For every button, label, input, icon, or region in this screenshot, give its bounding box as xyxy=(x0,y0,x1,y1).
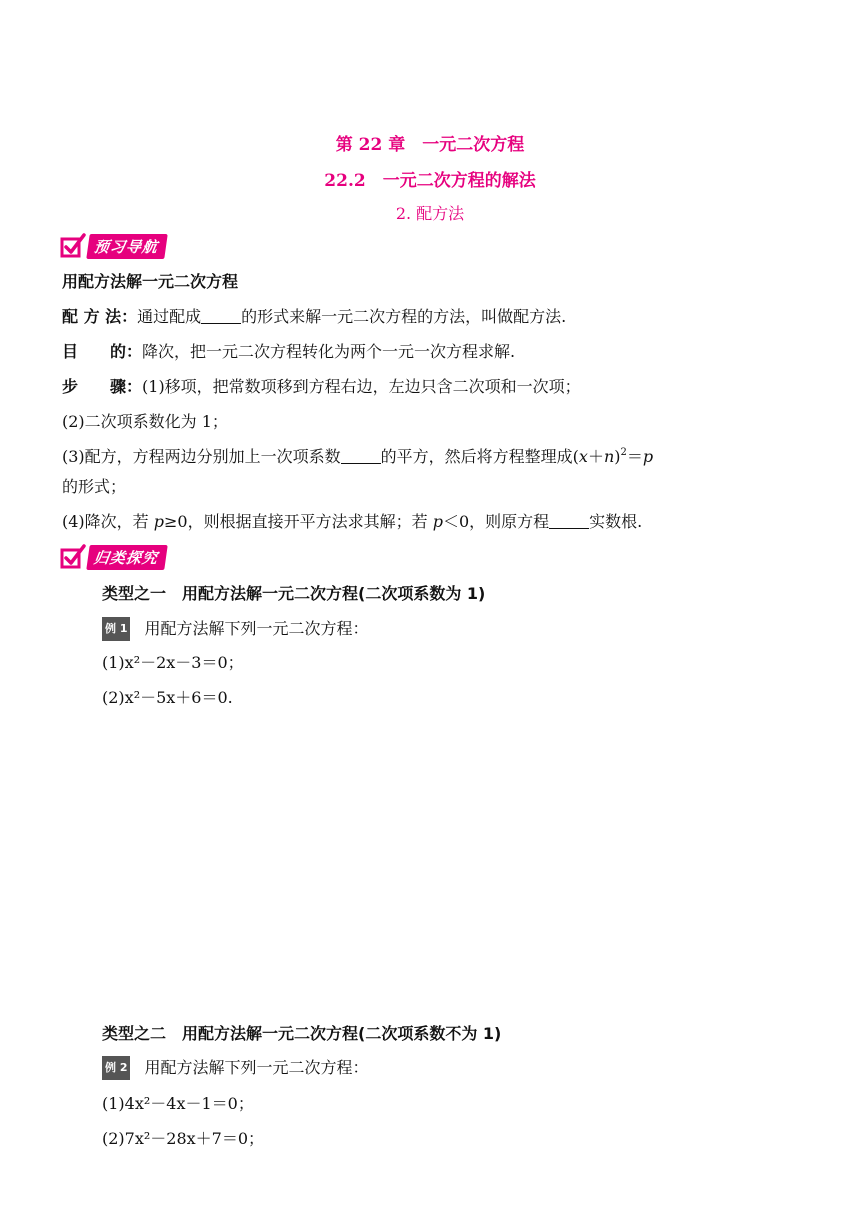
explore-banner: 归类探究 xyxy=(86,545,168,570)
definition-blank xyxy=(201,307,241,324)
example-1-question-1: (1)x²－2x－3＝0； xyxy=(102,653,244,672)
step-3-pre: (3)配方，方程两边分别加上一次项系数 xyxy=(62,447,341,466)
step-4-mid2: ＜0，则原方程 xyxy=(442,512,550,531)
preview-banner: 预习导航 xyxy=(86,234,168,259)
example-2-badge: 例 2 xyxy=(102,1056,130,1080)
example-1-prompt-line xyxy=(102,617,369,641)
checkbox-tick-icon xyxy=(60,233,86,259)
example-2-prompt: 用配方法解下列一元二次方程： xyxy=(144,1058,369,1077)
definition-post: 的形式来解一元二次方程的方法，叫做配方法. xyxy=(241,307,567,326)
type-2-title: 类型之二 用配方法解一元二次方程(二次项系数不为 1) xyxy=(102,1024,502,1043)
step-1: (1)移项，把常数项移到方程右边，左边只含二次项和一次项； xyxy=(142,377,581,396)
steps-line xyxy=(62,375,581,399)
step-3-line: (3)配方，方程两边分别加上一次项系数 的平方，然后将方程整理成$(x+n)^2=p$ xyxy=(62,447,654,466)
step-4-post: 实数根. xyxy=(589,512,643,531)
chapter-title: 第 22 章 一元二次方程 xyxy=(335,135,525,155)
definition-line xyxy=(62,305,566,329)
section-title: 22.2 一元二次方程的解法 xyxy=(324,171,536,191)
example-2-question-2: (2)7x²－28x＋7＝0； xyxy=(102,1129,265,1148)
example-1-prompt: 用配方法解下列一元二次方程： xyxy=(144,619,369,638)
type-1-title: 类型之一 用配方法解一元二次方程(二次项系数为 1) xyxy=(102,584,486,603)
steps-label: 步 骤： xyxy=(62,377,143,396)
subsection-title: 2. 配方法 xyxy=(395,204,465,223)
checkbox-tick-icon xyxy=(60,544,86,570)
definition-label: 配 方 法： xyxy=(62,307,138,326)
example-2-prompt-line xyxy=(102,1056,369,1080)
example-1-badge: 例 1 xyxy=(102,617,130,641)
preview-heading: 用配方法解一元二次方程 xyxy=(62,272,239,291)
step-3-tail: 的形式； xyxy=(62,477,127,496)
step-2: (2)二次项系数化为 1； xyxy=(62,412,228,431)
purpose-text: 降次，把一元二次方程转化为两个一元一次方程求解. xyxy=(142,342,516,361)
explore-section-header xyxy=(60,543,166,571)
definition-pre: 通过配成 xyxy=(137,307,202,326)
example-2-question-1: (1)4x²－4x－1＝0； xyxy=(102,1094,254,1113)
step-4-line: (4)降次，若 p≥0，则根据直接开平方法求其解；若 p＜0，则原方程 实数根. xyxy=(62,512,643,531)
purpose-label: 目 的： xyxy=(62,342,143,361)
step-4-blank xyxy=(549,512,589,529)
step-3-blank xyxy=(341,447,381,464)
example-1-question-2: (2)x²－5x＋6＝0. xyxy=(102,688,233,707)
step-4-pre: (4)降次，若 xyxy=(62,512,154,531)
preview-section-header xyxy=(60,232,166,260)
step-4-mid1: ≥0，则根据直接开平方法求其解；若 xyxy=(164,512,433,531)
step-3-mid: 的平方，然后将方程整理成( xyxy=(380,447,579,466)
purpose-line xyxy=(62,340,515,364)
